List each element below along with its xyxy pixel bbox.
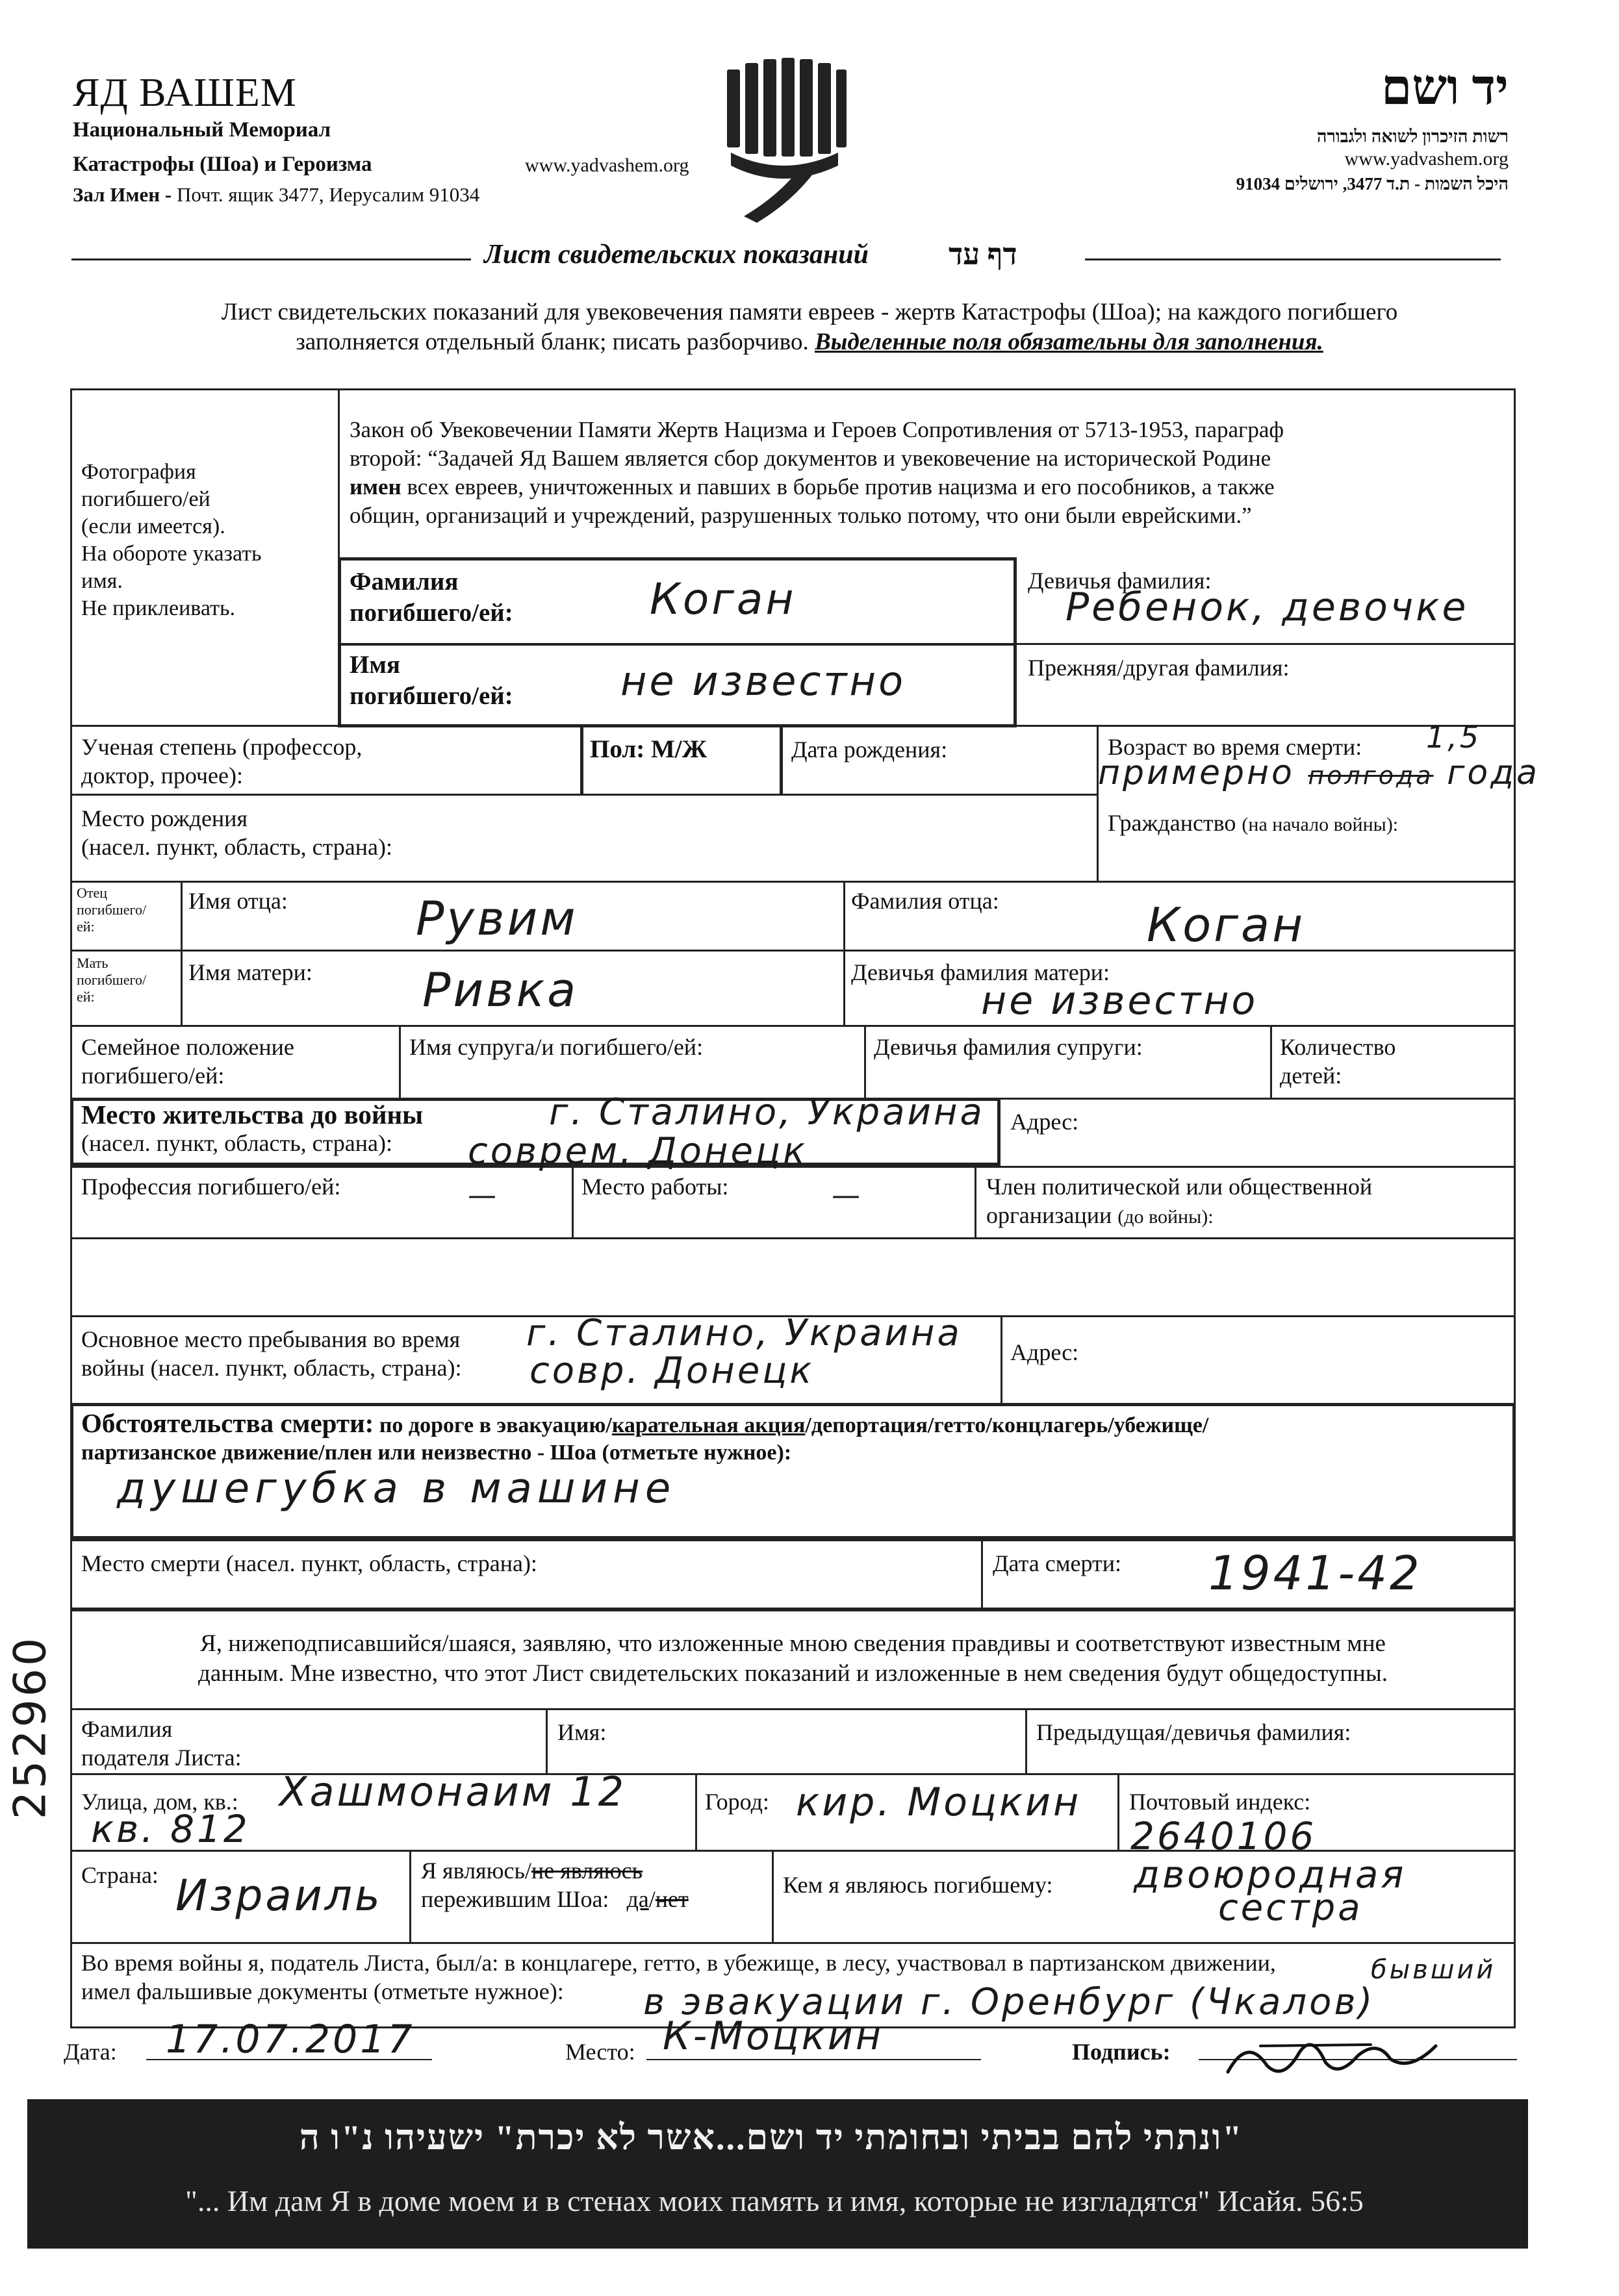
mother-small-label: Мать погибшего/ ей: bbox=[77, 955, 147, 1005]
mother-name-field[interactable]: Ривка bbox=[422, 963, 579, 1017]
submitter-wartime-field[interactable]: в эвакуации г. Оренбург (Чкалов) bbox=[643, 1981, 1375, 2023]
survivor-no-option[interactable]: нет bbox=[655, 1886, 689, 1912]
sex-label[interactable]: Пол: М/Ж bbox=[590, 735, 708, 763]
zip-label: Почтовый индекс: bbox=[1129, 1789, 1311, 1815]
age-value[interactable]: 1,5 bbox=[1426, 720, 1482, 755]
father-surname-label: Фамилия отца: bbox=[851, 888, 999, 914]
relation-field-line2[interactable]: сестра bbox=[1218, 1887, 1363, 1929]
he-header-title: יד ושם bbox=[1381, 60, 1509, 115]
mother-name-label: Имя матери: bbox=[188, 959, 312, 985]
law-text: Закон об Увековечении Памяти Жертв Нацизма и Героев Сопротивления от 5713-1953, параграф второй: “Задачей Яд Вашем является сбор документов и увековечение на исторической Родине имен всех евреев, уничтоженных и павших в борьбе против нацизма и его пособников, а также общин, организаций и учреждений, разрушенных только потому, что они были еврейскими.” bbox=[350, 417, 1284, 528]
age-label: Возраст во время смерти: bbox=[1108, 734, 1362, 760]
city-field[interactable]: кир. Моцкин bbox=[796, 1780, 1082, 1825]
citizenship-label: Гражданство (на начало войны): bbox=[1108, 810, 1399, 836]
submitter-name-label: Имя: bbox=[557, 1719, 607, 1745]
wartime-place-field-line2[interactable]: совр. Донецк bbox=[529, 1350, 815, 1392]
maiden-name-field[interactable]: Ребенок, девочке bbox=[1065, 585, 1469, 630]
maiden-name-label: Девичья фамилия: bbox=[1028, 568, 1212, 594]
form-title: Лист свидетельских показаний bbox=[484, 240, 869, 270]
ru-header-title: ЯД ВАШЕМ bbox=[73, 71, 297, 115]
submitter-wartime-label: Во время войны я, податель Листа, был/а: в концлагере, гетто, в убежище, в лесу, участвовал в партизанском движении, имел фальшивые документы (отметьте нужное): bbox=[81, 1950, 1276, 2004]
previous-name-label: Прежняя/другая фамилия: bbox=[1028, 655, 1290, 681]
wartime-place-field-line1[interactable]: г. Сталино, Украина bbox=[526, 1312, 962, 1354]
ru-header-site: www.yadvashem.org bbox=[525, 155, 689, 176]
country-field[interactable]: Израиль bbox=[175, 1871, 383, 1921]
father-small-label: Отец погибшего/ ей: bbox=[77, 885, 147, 935]
place-field[interactable]: К-Моцкин bbox=[663, 2013, 884, 2059]
residence-field-line1[interactable]: г. Сталино, Украина bbox=[549, 1091, 985, 1133]
menorah-logo-icon bbox=[718, 55, 851, 231]
survivor-not-option[interactable]: не являюсь bbox=[531, 1858, 643, 1884]
mother-maiden-field[interactable]: не известно bbox=[981, 978, 1258, 1024]
intro-line-2: заполняется отдельный бланк; писать разборчиво. Выделенные поля обязательны для заполнения. bbox=[296, 329, 1323, 355]
photo-note: Фотография погибшего/ей (если имеется). На обороте указать имя. Не приклеивать. bbox=[81, 460, 262, 620]
side-registration-number: 252960 bbox=[5, 1635, 57, 1820]
mother-maiden-label: Девичья фамилия матери: bbox=[851, 959, 1110, 985]
death-circumstances-field[interactable]: душегубка в машине bbox=[117, 1465, 676, 1513]
workplace-field[interactable]: — bbox=[832, 1179, 863, 1212]
he-header-line1: רשות הזיכרון לשואה ולגבורה bbox=[1316, 127, 1509, 146]
birthdate-label: Дата рождения: bbox=[791, 737, 948, 763]
residence-label: Место жительства до войны (насел. пункт, область, страна): bbox=[81, 1100, 424, 1156]
death-place-label: Место смерти (насел. пункт, область, страна): bbox=[81, 1550, 537, 1576]
age-struck-word: полгода bbox=[1308, 761, 1434, 790]
intro-required-note: Выделенные поля обязательны для заполнения. bbox=[814, 329, 1323, 355]
date-label: Дата: bbox=[64, 2039, 117, 2065]
intro-line-1: Лист свидетельских показаний для увековечения памяти евреев - жертв Катастрофы (Шоа); на каждого погибшего bbox=[221, 299, 1398, 325]
spouse-name-label: Имя супруга/и погибшего/ей: bbox=[409, 1034, 704, 1060]
form-title-hebrew: דף עד bbox=[949, 238, 1017, 271]
street-label: Улица, дом, кв.: bbox=[81, 1789, 238, 1815]
zip-field[interactable]: 2640106 bbox=[1130, 1814, 1317, 1858]
father-surname-field[interactable]: Коган bbox=[1147, 898, 1306, 952]
footer-russian-quote: "... Им дам Я в доме моем и в стенах моих память и имя, которые не изгладятся" Исайя. 56:5 bbox=[185, 2184, 1364, 2217]
workplace-label: Место работы: bbox=[581, 1174, 729, 1200]
street-field-line2[interactable]: кв. 812 bbox=[91, 1807, 250, 1851]
ru-address: Почт. ящик 3477, Иерусалим 91034 bbox=[176, 183, 480, 206]
profession-label: Профессия погибшего/ей: bbox=[81, 1174, 341, 1200]
children-count-label: Количество детей: bbox=[1280, 1034, 1396, 1089]
residence-address-label: Адрес: bbox=[1010, 1109, 1079, 1135]
residence-field-line2[interactable]: соврем. Донецк bbox=[468, 1130, 808, 1172]
father-name-label: Имя отца: bbox=[188, 888, 288, 914]
relation-field-line1[interactable]: двоюродная bbox=[1134, 1852, 1407, 1897]
signature-scribble[interactable] bbox=[1221, 2026, 1442, 2085]
signature-label: Подпись: bbox=[1072, 2039, 1171, 2065]
death-circumstances-label: Обстоятельства смерти: по дороге в эвакуацию/карательная акция/депортация/гетто/концлагерь/убежище/ партизанское движение/плен или неизвестно - Шоа (отметьте нужное): bbox=[81, 1408, 1209, 1465]
date-field[interactable]: 17.07.2017 bbox=[166, 2017, 415, 2062]
relation-label: Кем я являюсь погибшему: bbox=[783, 1872, 1053, 1898]
footer-hebrew-quote: "ונתתי להם בביתי ובחומתי יד ושם...אשר לא יכרת" ישעיהו נ"ו ה bbox=[299, 2118, 1243, 2157]
ru-header-line2: Катастрофы (Шоа) и Героизма bbox=[73, 153, 372, 176]
surname-field[interactable]: Коган bbox=[650, 574, 797, 624]
he-header-line3: היכל השמות - ת.ד 3477, ירושלים 91034 bbox=[1236, 174, 1509, 194]
spouse-maiden-label: Девичья фамилия супруги: bbox=[874, 1034, 1143, 1060]
survivor-label: Я являюсь/не являюсь пережившим Шоа: да/нет bbox=[421, 1858, 689, 1912]
country-label: Страна: bbox=[81, 1862, 159, 1888]
marital-status-label: Семейное положение погибшего/ей: bbox=[81, 1034, 294, 1089]
name-field[interactable]: не известно bbox=[620, 657, 906, 705]
name-label: Имя погибшего/ей: bbox=[350, 651, 513, 710]
submitter-wartime-extra: бывший bbox=[1371, 1955, 1496, 1985]
law-bold-word: имен bbox=[350, 474, 402, 499]
organization-member-label: Член политической или общественной организации (до войны): bbox=[986, 1174, 1373, 1228]
survivor-yes-option[interactable]: да bbox=[626, 1886, 649, 1912]
submitter-prev-label: Предыдущая/девичья фамилия: bbox=[1036, 1719, 1351, 1745]
city-label: Город: bbox=[705, 1789, 769, 1815]
intro-text bbox=[0, 297, 1619, 357]
hall-of-names: Зал Имен - bbox=[73, 183, 177, 206]
punitive-action-option[interactable]: карательная акция bbox=[611, 1413, 806, 1437]
wartime-address-label: Адрес: bbox=[1010, 1339, 1079, 1365]
ru-header-line3 bbox=[73, 183, 479, 207]
footer-banner bbox=[27, 2099, 1528, 2249]
street-field-line1[interactable]: Хашмонаим 12 bbox=[279, 1768, 627, 1815]
birthplace-label: Место рождения (насел. пункт, область, страна): bbox=[81, 805, 393, 860]
ru-header-line1: Национальный Мемориал bbox=[73, 118, 331, 142]
death-date-label: Дата смерти: bbox=[993, 1550, 1122, 1576]
he-header-site: www.yadvashem.org bbox=[1344, 148, 1509, 170]
place-label: Место: bbox=[565, 2039, 635, 2065]
degree-label: Ученая степень (профессор, доктор, прочее): bbox=[81, 734, 363, 788]
age-value-text[interactable]: примерно полгода года bbox=[1098, 753, 1540, 792]
wartime-place-label: Основное место пребывания во время войны (насел. пункт, область, страна): bbox=[81, 1326, 462, 1381]
declaration-text: Я, нижеподписавшийся/шаяся, заявляю, что изложенные мною сведения правдивы и соответствуют известным мне данным. Мне известно, что этот Лист свидетельских показаний и изложенные в нем сведения будут общедоступны. bbox=[198, 1630, 1388, 1687]
father-name-field[interactable]: Рувим bbox=[416, 891, 578, 946]
submitter-surname-label: Фамилия подателя Листа: bbox=[81, 1716, 242, 1771]
death-date-field[interactable]: 1941-42 bbox=[1208, 1546, 1422, 1600]
surname-label: Фамилия погибшего/ей: bbox=[350, 568, 513, 627]
profession-field[interactable]: — bbox=[468, 1179, 499, 1212]
